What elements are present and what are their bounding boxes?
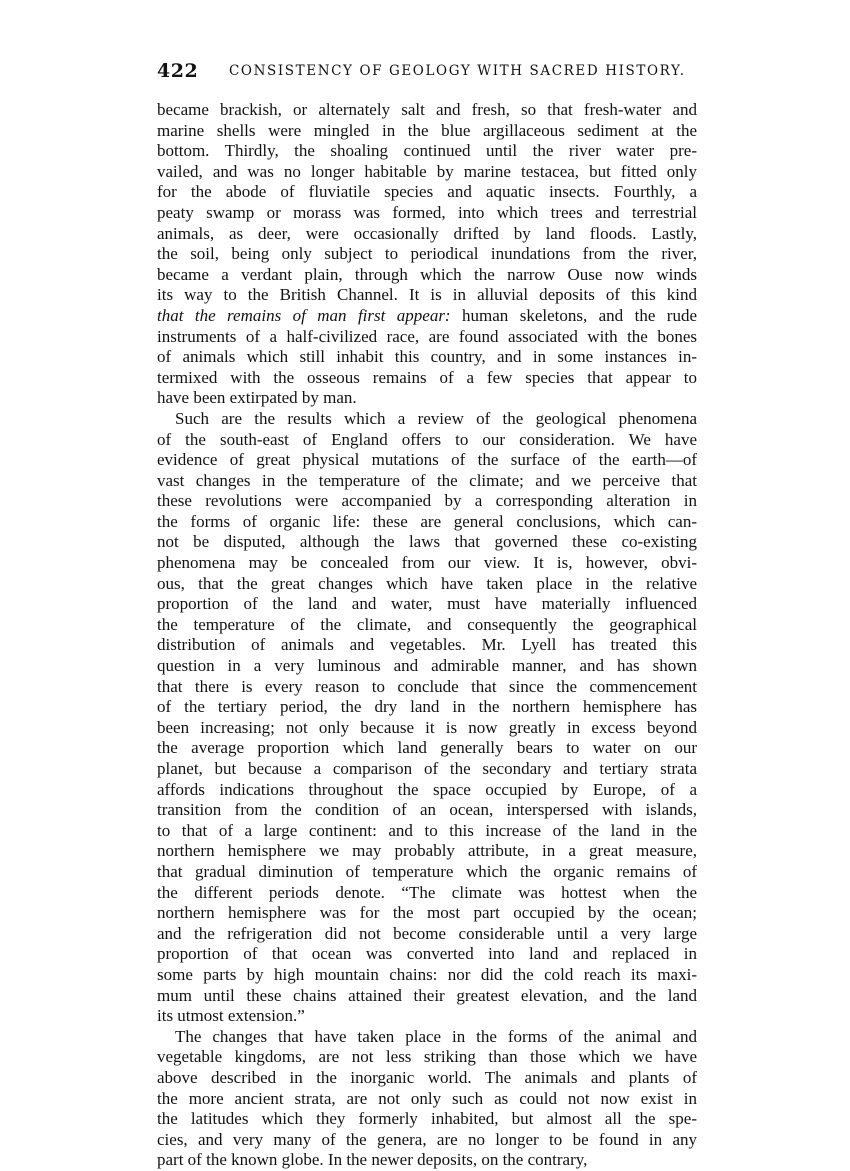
text-line: the temperature of the climate, and consequently the geographical xyxy=(157,614,697,634)
text-line: of the tertiary period, the dry land in the northern hemisphere has xyxy=(157,697,697,717)
paragraph xyxy=(157,409,697,1027)
page-number: 422 xyxy=(157,60,199,82)
text-line: evidence of great physical mutations of the surface of the earth—of xyxy=(157,450,697,470)
text-line: that gradual diminution of temperature which the organic remains of xyxy=(157,861,697,881)
text-line: termixed with the osseous remains of a few species that appear to xyxy=(157,367,697,387)
text-line: and the refrigeration did not become considerable until a very large xyxy=(157,923,697,943)
paragraph xyxy=(157,100,697,409)
text-line: to that of a large continent: and to this increase of the land in the xyxy=(157,820,697,840)
text-line: transition from the condition of an ocean, interspersed with islands, xyxy=(157,800,697,820)
text-line: some parts by high mountain chains: nor did the cold reach its maxi- xyxy=(157,964,697,984)
text-line: of the south-east of England offers to our consideration. We have xyxy=(157,429,697,449)
text-line: Such are the results which a review of the geological phenomena xyxy=(175,408,697,428)
text-line: became brackish, or alternately salt and fresh, so that fresh-water and xyxy=(157,100,697,119)
text-line: of animals which still inhabit this country, and in some instances in- xyxy=(157,347,697,367)
text-line: the forms of organic life: these are general conclusions, which can- xyxy=(157,511,697,531)
text-line: bottom. Thirdly, the shoaling continued until the river water pre- xyxy=(157,141,697,161)
text-line: distribution of animals and vegetables. Mr. Lyell has treated this xyxy=(157,635,697,655)
text-line: affords indications throughout the space occupied by Europe, of a xyxy=(157,779,697,799)
running-head: CONSISTENCY OF GEOLOGY WITH SACRED HISTORY. xyxy=(229,63,686,79)
text-line: vast changes in the temperature of the climate; and we perceive that xyxy=(157,470,697,490)
text-line: marine shells were mingled in the blue argillaceous sediment at the xyxy=(157,120,697,140)
text-line: proportion of the land and water, must have materially influenced xyxy=(157,594,697,614)
text-line: peaty swamp or morass was formed, into which trees and terrestrial xyxy=(157,202,697,222)
italic-phrase: that the remains of man first appear: xyxy=(157,305,451,325)
text-line: not be disputed, although the laws that governed these co-existing xyxy=(157,532,697,552)
text-line: northern hemisphere we may probably attribute, in a great measure, xyxy=(157,841,697,861)
text-line: animals, as deer, were occasionally drifted by land floods. Lastly, xyxy=(157,223,697,243)
text-line: have been extirpated by man. xyxy=(157,388,357,408)
text-line: vailed, and was no longer habitable by marine testacea, but fitted only xyxy=(157,161,697,181)
body-text xyxy=(157,100,697,1171)
text-line: part of the known globe. In the newer deposits, on the contrary, xyxy=(157,1150,588,1170)
text-line: the latitudes which they formerly inhabited, but almost all the spe- xyxy=(157,1109,697,1129)
text-line xyxy=(157,306,697,327)
text-line: The changes that have taken place in the forms of the animal and xyxy=(175,1026,697,1046)
text-line: its way to the British Channel. It is in alluvial deposits of this kind xyxy=(157,285,697,305)
text-line: phenomena may be concealed from our view. It is, however, obvi- xyxy=(157,553,697,573)
text-line: instruments of a half-civilized race, are found associated with the bones xyxy=(157,326,697,346)
text-line: mum until these chains attained their greatest elevation, and the land xyxy=(157,985,697,1005)
text-line: became a verdant plain, through which the narrow Ouse now winds xyxy=(157,264,697,284)
text-line: planet, but because a comparison of the secondary and tertiary strata xyxy=(157,759,697,778)
text-line: the different periods denote. “The climate was hottest when the xyxy=(157,882,697,902)
text-line: these revolutions were accompanied by a corresponding alteration in xyxy=(157,491,697,511)
text-line: been increasing; not only because it is now greatly in excess beyond xyxy=(157,717,697,737)
text-line: northern hemisphere was for the most part occupied by the ocean; xyxy=(157,903,697,923)
text-line: the soil, being only subject to periodical inundations from the river, xyxy=(157,244,697,264)
paragraph xyxy=(157,1027,697,1171)
text-line: that there is every reason to conclude that since the commencement xyxy=(157,676,697,696)
text-line: for the abode of fluviatile species and aquatic insects. Fourthly, a xyxy=(157,182,697,202)
text-line: its utmost extension.” xyxy=(157,1006,305,1026)
page-header xyxy=(157,60,697,84)
text-line: the average proportion which land generally bears to water on our xyxy=(157,738,697,758)
text-line: the more ancient strata, are not only such as could not now exist in xyxy=(157,1088,697,1108)
text-line: cies, and very many of the genera, are no longer to be found in any xyxy=(157,1129,697,1149)
text-line: above described in the inorganic world. The animals and plants of xyxy=(157,1067,697,1087)
text-line: vegetable kingdoms, are not less striking than those which we have xyxy=(157,1047,697,1067)
text-line: proportion of that ocean was converted into land and replaced in xyxy=(157,944,697,964)
text-line: ous, that the great changes which have taken place in the relative xyxy=(157,573,697,593)
text-line: question in a very luminous and admirable manner, and has shown xyxy=(157,656,697,676)
text-fragment: human skeletons, and the rude xyxy=(450,305,697,325)
